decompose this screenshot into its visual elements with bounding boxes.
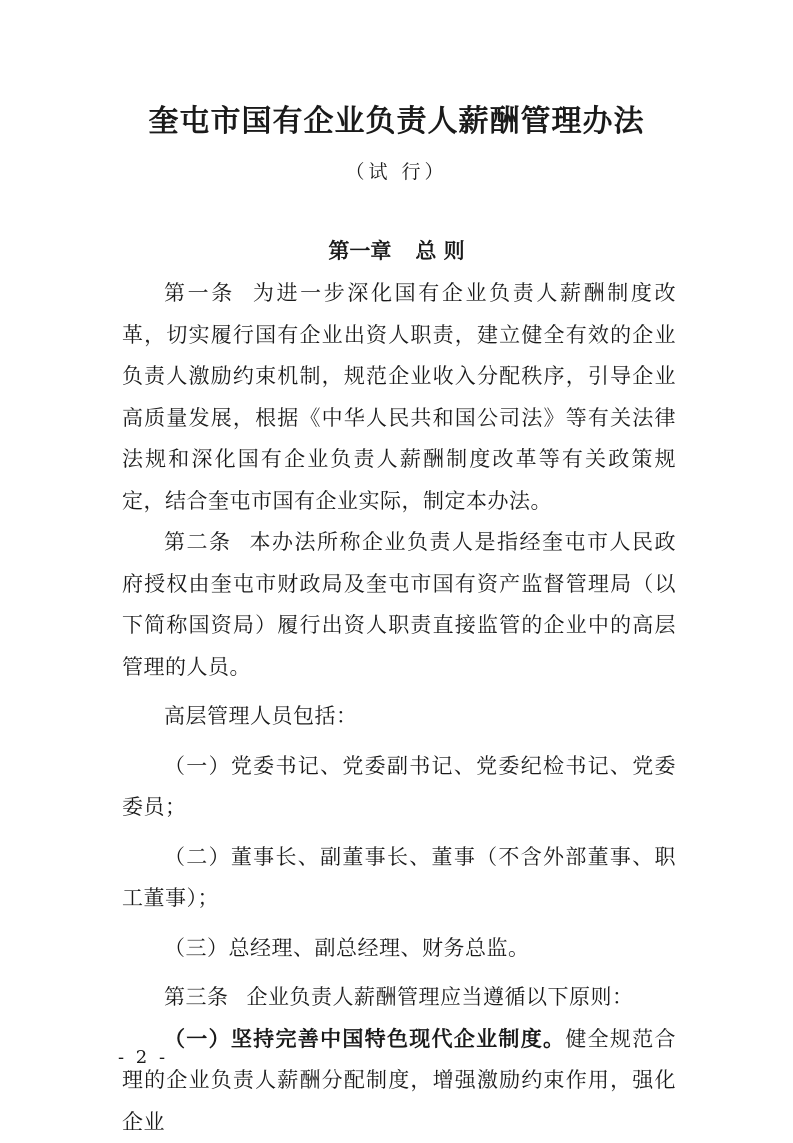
document-body: [122, 273, 676, 1143]
article-2-text: 本办法所称企业负责人是指经奎屯市人民政府授权由奎屯市财政局及奎屯市国有资产监督管理局（以下简称国资局）履行出资人职责直接监管的企业中的高层管理的人员。: [122, 530, 676, 679]
document-title: 奎屯市国有企业负责人薪酬管理办法: [0, 100, 793, 144]
article-3-text: 企业负责人薪酬管理应当遵循以下原则：: [247, 985, 634, 1009]
senior-intro: 高层管理人员包括：: [122, 696, 676, 738]
article-1-text: 为进一步深化国有企业负责人薪酬制度改革，切实履行国有企业出资人职责，建立健全有效的企业负责人激励约束机制，规范企业收入分配秩序，引导企业高质量发展，根据《中华人民共和国公司法》等有关法律法规和深化国有企业负责人薪酬制度改革等有关政策规定，结合奎屯市国有企业实际，制定本办法。: [122, 281, 676, 513]
principle-1-text: 健全规范合理的企业负责人薪酬分配制度，增强激励约束作用，强化企业: [122, 1027, 676, 1134]
document-subtitle: （试 行）: [0, 158, 793, 186]
article-2-label: 第二条: [164, 530, 232, 554]
chapter-name: 总 则: [415, 239, 464, 263]
senior-item-3: （三）总经理、副总经理、财务总监。: [122, 928, 676, 970]
senior-item-2: （二）董事长、副董事长、董事（不含外部董事、职工董事）；: [122, 837, 676, 920]
chapter-heading: [0, 234, 793, 268]
principle-1-heading: （一）坚持完善中国特色现代企业制度。: [164, 1027, 565, 1051]
principle-1: [122, 1019, 676, 1143]
article-3-label: 第三条: [164, 985, 229, 1009]
article-1: [122, 273, 676, 522]
article-1-label: 第一条: [164, 281, 235, 305]
senior-item-1: （一）党委书记、党委副书记、党委纪检书记、党委委员；: [122, 746, 676, 829]
article-3: [122, 977, 676, 1019]
chapter-number: 第一章: [328, 239, 391, 263]
page-number: - 2 -: [118, 1046, 168, 1070]
article-2: [122, 522, 676, 688]
